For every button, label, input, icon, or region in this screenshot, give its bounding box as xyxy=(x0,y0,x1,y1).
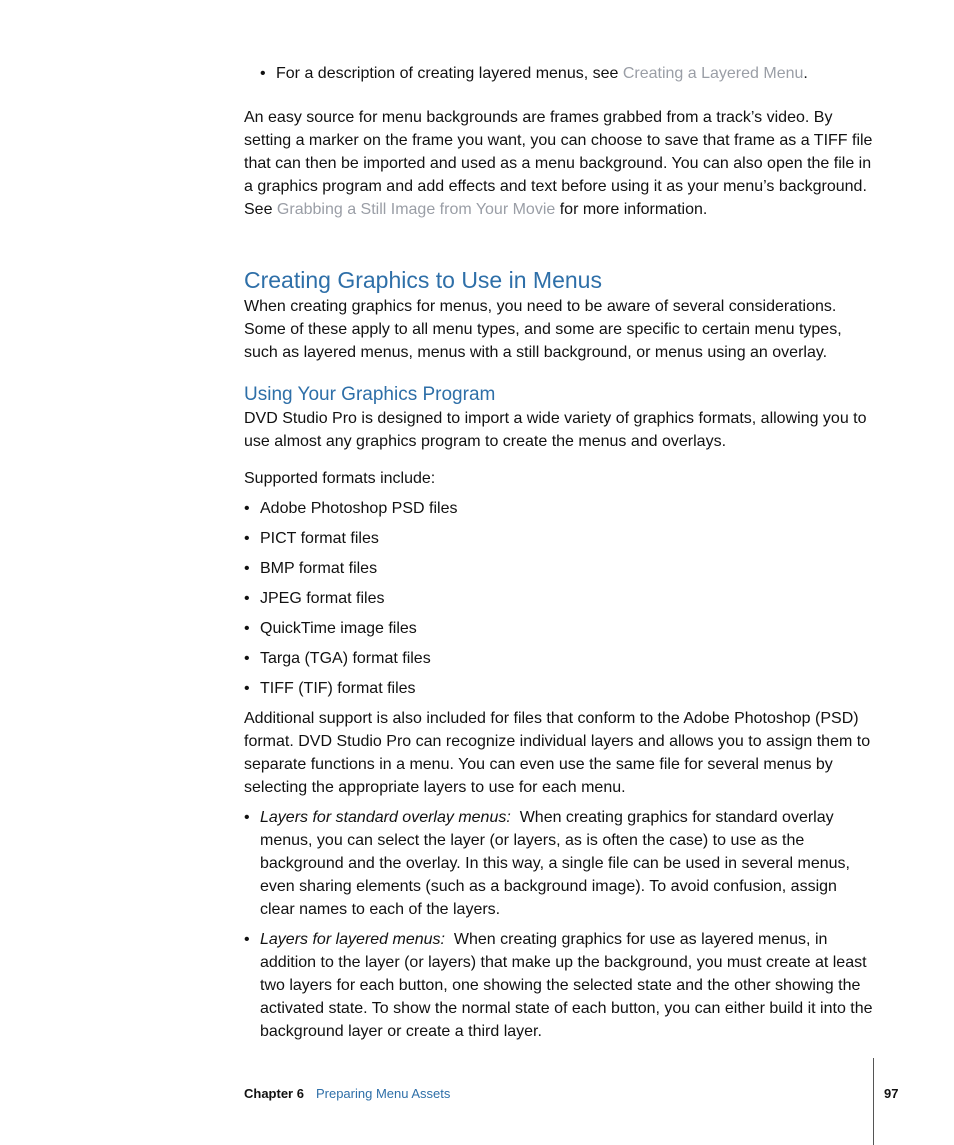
list-item: • Adobe Photoshop PSD files xyxy=(244,500,458,517)
chapter-title: Preparing Menu Assets xyxy=(315,1086,451,1101)
list-item: • For a description of creating layered menus, see Creating a Layered Menu. xyxy=(260,62,874,85)
cross-reference-link[interactable]: Creating a Layered Menu xyxy=(622,65,804,82)
list-item: • Layers for standard overlay menus: When creating graphics for standard overlay menus, you can select the layer (or layers, as is often the case) to use as the background and the overlay. In this way, a single file can be used in several menus, even sharing elements (such as a background image). To avoid confusion, assign clear names to each of the layers. xyxy=(244,809,850,918)
bullet-text: For a description of creating layered menus, see xyxy=(276,65,623,82)
page-number: 97 xyxy=(884,1086,899,1101)
list-item: • QuickTime image files xyxy=(244,620,417,637)
footer-divider xyxy=(873,1058,874,1145)
body-paragraph: An easy source for menu backgrounds are frames grabbed from a track’s video. By setting a marker on the frame you want, you can choose to save that frame as a TIFF file that can then be imported and used as a menu background. You can also open the file in a graphics program and add effects and text before using it as your menu’s background. See Grabbing a Still Image from Your Movie for more information. xyxy=(244,109,873,218)
list-item: • TIFF (TIF) format files xyxy=(244,680,416,697)
formats-list xyxy=(244,497,874,700)
term: Layers for layered menus: xyxy=(260,931,445,948)
page-footer xyxy=(244,1084,450,1104)
term: Layers for standard overlay menus: xyxy=(260,809,511,826)
section-intro: When creating graphics for menus, you need to be aware of several considerations. Some of these apply to all menu types, and some are specific to certain menu types, such as layered menus, menus with a still background, or menus using an overlay. xyxy=(244,298,842,361)
list-item: • PICT format files xyxy=(244,530,379,547)
list-item: • Targa (TGA) format files xyxy=(244,650,431,667)
page-content xyxy=(244,62,874,1043)
supported-label: Supported formats include: xyxy=(244,470,436,487)
section-heading: Creating Graphics to Use in Menus xyxy=(244,267,602,293)
subsection-intro: DVD Studio Pro is designed to import a wide variety of graphics formats, allowing you to use almost any graphics program to create the menus and overlays. xyxy=(244,410,867,450)
chapter-label: Chapter 6 xyxy=(244,1086,304,1101)
list-item: • BMP format files xyxy=(244,560,378,577)
list-item: • Layers for layered menus: When creating graphics for use as layered menus, in addition to the layer (or layers) that make up the background, you must create at least two layers for each button, one showing the selected state and the other showing the activated state. To show the normal state of each button, you can either build it into the background layer or create a third layer. xyxy=(244,931,873,1040)
cross-reference-link[interactable]: Grabbing a Still Image from Your Movie xyxy=(276,201,556,218)
bullet: • xyxy=(260,65,266,82)
subsection-heading: Using Your Graphics Program xyxy=(244,384,496,405)
list-item: • JPEG format files xyxy=(244,590,385,607)
additional-support-paragraph: Additional support is also included for files that conform to the Adobe Photoshop (PSD) format. DVD Studio Pro can recognize individual layers and allows you to assign them to separate functions in a menu. You can even use the same file for several menus by selecting the appropriate layers to use for each menu. xyxy=(244,710,871,796)
